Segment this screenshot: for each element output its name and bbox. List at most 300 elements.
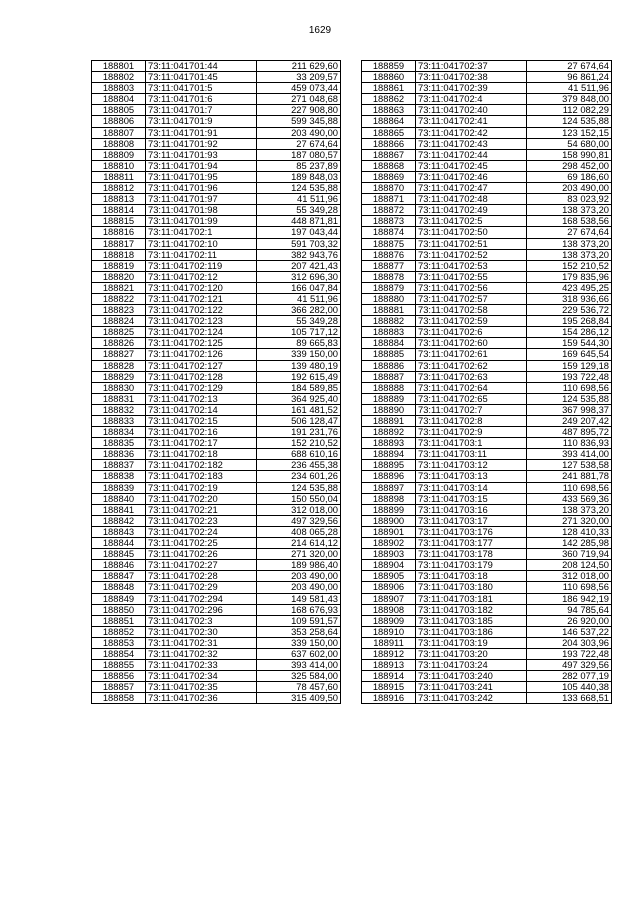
cadastral-number-cell: 73:11:041702:27 xyxy=(146,560,257,571)
value-cell: 312 018,00 xyxy=(257,504,341,515)
record-number-cell: 188851 xyxy=(92,615,146,626)
value-cell: 282 077,19 xyxy=(527,671,612,682)
record-number-cell: 188815 xyxy=(92,216,146,227)
cadastral-number-cell: 73:11:041702:7 xyxy=(416,404,527,415)
value-cell: 315 409,50 xyxy=(257,693,341,704)
cadastral-number-cell: 73:11:041702:21 xyxy=(146,504,257,515)
cadastral-number-cell: 73:11:041702:16 xyxy=(146,427,257,438)
record-number-cell: 188857 xyxy=(92,682,146,693)
value-cell: 408 065,28 xyxy=(257,526,341,537)
table-row xyxy=(362,515,612,526)
cadastral-number-cell: 73:11:041702:14 xyxy=(146,404,257,415)
cadastral-number-cell: 73:11:041702:65 xyxy=(416,393,527,404)
record-number-cell: 188893 xyxy=(362,438,416,449)
table-row xyxy=(92,249,341,260)
value-cell: 187 080,57 xyxy=(257,149,341,160)
table-row xyxy=(362,582,612,593)
cadastral-number-cell: 73:11:041703:24 xyxy=(416,660,527,671)
value-cell: 203 490,00 xyxy=(257,582,341,593)
table-row xyxy=(362,538,612,549)
cadastral-number-cell: 73:11:041702:57 xyxy=(416,293,527,304)
value-cell: 83 023,92 xyxy=(527,194,612,205)
record-number-cell: 188887 xyxy=(362,371,416,382)
record-number-cell: 188806 xyxy=(92,116,146,127)
table-row xyxy=(92,205,341,216)
record-number-cell: 188830 xyxy=(92,382,146,393)
cadastral-number-cell: 73:11:041702:50 xyxy=(416,227,527,238)
record-number-cell: 188834 xyxy=(92,427,146,438)
record-number-cell: 188833 xyxy=(92,416,146,427)
value-cell: 94 785,64 xyxy=(527,604,612,615)
value-cell: 227 908,80 xyxy=(257,105,341,116)
cadastral-number-cell: 73:11:041702:296 xyxy=(146,604,257,615)
cadastral-number-cell: 73:11:041702:55 xyxy=(416,271,527,282)
record-number-cell: 188804 xyxy=(92,94,146,105)
cadastral-number-cell: 73:11:041703:176 xyxy=(416,526,527,537)
record-number-cell: 188836 xyxy=(92,449,146,460)
table-row xyxy=(362,271,612,282)
cadastral-number-cell: 73:11:041703:20 xyxy=(416,648,527,659)
table-row xyxy=(92,338,341,349)
cadastral-number-cell: 73:11:041702:48 xyxy=(416,194,527,205)
table-row xyxy=(92,593,341,604)
value-cell: 353 258,64 xyxy=(257,626,341,637)
cadastral-number-cell: 73:11:041703:14 xyxy=(416,482,527,493)
table-row xyxy=(92,660,341,671)
record-number-cell: 188904 xyxy=(362,560,416,571)
cadastral-number-cell: 73:11:041702:183 xyxy=(146,471,257,482)
cadastral-number-cell: 73:11:041702:20 xyxy=(146,493,257,504)
table-row xyxy=(92,94,341,105)
cadastral-number-cell: 73:11:041701:6 xyxy=(146,94,257,105)
table-row xyxy=(362,648,612,659)
cadastral-number-cell: 73:11:041702:63 xyxy=(416,371,527,382)
table-row xyxy=(92,216,341,227)
value-cell: 146 537,22 xyxy=(527,626,612,637)
record-number-cell: 188826 xyxy=(92,338,146,349)
value-cell: 54 680,00 xyxy=(527,138,612,149)
cadastral-number-cell: 73:11:041701:94 xyxy=(146,160,257,171)
cadastral-number-cell: 73:11:041702:9 xyxy=(416,427,527,438)
record-number-cell: 188838 xyxy=(92,471,146,482)
value-cell: 487 895,72 xyxy=(527,427,612,438)
cadastral-number-cell: 73:11:041703:15 xyxy=(416,493,527,504)
value-cell: 271 320,00 xyxy=(257,549,341,560)
record-number-cell: 188907 xyxy=(362,593,416,604)
value-cell: 325 584,00 xyxy=(257,671,341,682)
table-row xyxy=(362,438,612,449)
table-row xyxy=(362,504,612,515)
value-cell: 159 129,18 xyxy=(527,360,612,371)
cadastral-number-cell: 73:11:041701:45 xyxy=(146,72,257,83)
table-row xyxy=(362,149,612,160)
table-row xyxy=(92,349,341,360)
value-cell: 360 719,94 xyxy=(527,549,612,560)
value-cell: 367 998,37 xyxy=(527,404,612,415)
table-row xyxy=(92,438,341,449)
value-cell: 109 591,57 xyxy=(257,615,341,626)
value-cell: 110 698,56 xyxy=(527,482,612,493)
cadastral-number-cell: 73:11:041702:59 xyxy=(416,316,527,327)
value-cell: 124 535,88 xyxy=(257,482,341,493)
value-cell: 168 538,56 xyxy=(527,216,612,227)
record-number-cell: 188866 xyxy=(362,138,416,149)
cadastral-number-cell: 73:11:041703:18 xyxy=(416,571,527,582)
table-row xyxy=(92,194,341,205)
value-cell: 159 544,30 xyxy=(527,338,612,349)
cadastral-number-cell: 73:11:041702:46 xyxy=(416,171,527,182)
value-cell: 249 207,42 xyxy=(527,416,612,427)
table-row xyxy=(362,138,612,149)
record-number-cell: 188817 xyxy=(92,238,146,249)
table-row xyxy=(92,138,341,149)
cadastral-number-cell: 73:11:041702:125 xyxy=(146,338,257,349)
table-row xyxy=(92,360,341,371)
value-cell: 393 414,00 xyxy=(257,660,341,671)
record-number-cell: 188849 xyxy=(92,593,146,604)
cadastral-number-cell: 73:11:041702:124 xyxy=(146,327,257,338)
record-number-cell: 188810 xyxy=(92,160,146,171)
cadastral-number-cell: 73:11:041703:179 xyxy=(416,560,527,571)
record-number-cell: 188895 xyxy=(362,460,416,471)
value-cell: 208 124,50 xyxy=(527,560,612,571)
table-row xyxy=(92,682,341,693)
cadastral-number-cell: 73:11:041703:241 xyxy=(416,682,527,693)
record-number-cell: 188818 xyxy=(92,249,146,260)
table-row xyxy=(362,105,612,116)
record-number-cell: 188845 xyxy=(92,549,146,560)
record-number-cell: 188911 xyxy=(362,637,416,648)
record-number-cell: 188808 xyxy=(92,138,146,149)
table-row xyxy=(362,293,612,304)
value-cell: 168 676,93 xyxy=(257,604,341,615)
table-row xyxy=(92,327,341,338)
record-number-cell: 188835 xyxy=(92,438,146,449)
table-row xyxy=(92,615,341,626)
value-cell: 110 836,93 xyxy=(527,438,612,449)
value-cell: 150 550,04 xyxy=(257,493,341,504)
value-cell: 211 629,60 xyxy=(257,61,341,72)
cadastral-number-cell: 73:11:041702:39 xyxy=(416,83,527,94)
record-number-cell: 188805 xyxy=(92,105,146,116)
cadastral-number-cell: 73:11:041703:185 xyxy=(416,615,527,626)
table-row xyxy=(362,171,612,182)
table-row xyxy=(362,460,612,471)
table-row xyxy=(362,593,612,604)
value-cell: 149 581,43 xyxy=(257,593,341,604)
cadastral-number-cell: 73:11:041702:51 xyxy=(416,238,527,249)
value-cell: 203 490,00 xyxy=(527,183,612,194)
table-row xyxy=(362,393,612,404)
record-number-cell: 188811 xyxy=(92,171,146,182)
record-number-cell: 188874 xyxy=(362,227,416,238)
table-row xyxy=(92,149,341,160)
value-cell: 152 210,52 xyxy=(257,438,341,449)
table-row xyxy=(362,482,612,493)
record-number-cell: 188801 xyxy=(92,61,146,72)
value-cell: 298 452,00 xyxy=(527,160,612,171)
record-number-cell: 188867 xyxy=(362,149,416,160)
value-cell: 41 511,96 xyxy=(257,293,341,304)
cadastral-number-cell: 73:11:041702:56 xyxy=(416,282,527,293)
value-cell: 55 349,28 xyxy=(257,205,341,216)
record-number-cell: 188870 xyxy=(362,183,416,194)
cadastral-number-cell: 73:11:041702:129 xyxy=(146,382,257,393)
value-cell: 236 455,38 xyxy=(257,460,341,471)
cadastral-number-cell: 73:11:041703:182 xyxy=(416,604,527,615)
cadastral-number-cell: 73:11:041703:1 xyxy=(416,438,527,449)
cadastral-number-cell: 73:11:041703:181 xyxy=(416,593,527,604)
table-row xyxy=(362,194,612,205)
table-row xyxy=(362,305,612,316)
table-row xyxy=(362,94,612,105)
record-number-cell: 188862 xyxy=(362,94,416,105)
table-row xyxy=(92,293,341,304)
value-cell: 112 082,29 xyxy=(527,105,612,116)
table-row xyxy=(362,571,612,582)
record-number-cell: 188886 xyxy=(362,360,416,371)
record-number-cell: 188823 xyxy=(92,305,146,316)
register-table-left xyxy=(91,60,341,704)
cadastral-number-cell: 73:11:041702:15 xyxy=(146,416,257,427)
value-cell: 312 018,00 xyxy=(527,571,612,582)
record-number-cell: 188837 xyxy=(92,460,146,471)
table-row xyxy=(362,327,612,338)
table-row xyxy=(92,227,341,238)
value-cell: 191 231,76 xyxy=(257,427,341,438)
value-cell: 152 210,52 xyxy=(527,260,612,271)
cadastral-number-cell: 73:11:041702:4 xyxy=(416,94,527,105)
value-cell: 339 150,00 xyxy=(257,349,341,360)
value-cell: 27 674,64 xyxy=(257,138,341,149)
value-cell: 124 535,88 xyxy=(527,393,612,404)
cadastral-number-cell: 73:11:041703:180 xyxy=(416,582,527,593)
table-row xyxy=(92,504,341,515)
record-number-cell: 188842 xyxy=(92,515,146,526)
record-number-cell: 188844 xyxy=(92,538,146,549)
cadastral-number-cell: 73:11:041702:123 xyxy=(146,316,257,327)
page-number: 1629 xyxy=(308,25,332,36)
value-cell: 33 209,57 xyxy=(257,72,341,83)
record-number-cell: 188828 xyxy=(92,360,146,371)
cadastral-number-cell: 73:11:041702:12 xyxy=(146,271,257,282)
record-number-cell: 188839 xyxy=(92,482,146,493)
record-number-cell: 188803 xyxy=(92,83,146,94)
value-cell: 599 345,88 xyxy=(257,116,341,127)
table-row xyxy=(92,61,341,72)
cadastral-number-cell: 73:11:041701:98 xyxy=(146,205,257,216)
value-cell: 364 925,40 xyxy=(257,393,341,404)
value-cell: 506 128,47 xyxy=(257,416,341,427)
record-number-cell: 188906 xyxy=(362,582,416,593)
value-cell: 189 986,40 xyxy=(257,560,341,571)
value-cell: 433 569,36 xyxy=(527,493,612,504)
cadastral-number-cell: 73:11:041703:178 xyxy=(416,549,527,560)
value-cell: 203 490,00 xyxy=(257,571,341,582)
cadastral-number-cell: 73:11:041702:122 xyxy=(146,305,257,316)
cadastral-number-cell: 73:11:041702:52 xyxy=(416,249,527,260)
record-number-cell: 188900 xyxy=(362,515,416,526)
table-row xyxy=(92,72,341,83)
cadastral-number-cell: 73:11:041702:120 xyxy=(146,282,257,293)
table-row xyxy=(362,371,612,382)
value-cell: 637 602,00 xyxy=(257,648,341,659)
cadastral-number-cell: 73:11:041702:29 xyxy=(146,582,257,593)
cadastral-number-cell: 73:11:041702:28 xyxy=(146,571,257,582)
table-row xyxy=(92,637,341,648)
table-row xyxy=(362,349,612,360)
table-row xyxy=(92,183,341,194)
table-row xyxy=(362,549,612,560)
table-row xyxy=(362,227,612,238)
cadastral-number-cell: 73:11:041702:47 xyxy=(416,183,527,194)
table-row xyxy=(92,582,341,593)
table-row xyxy=(362,493,612,504)
record-number-cell: 188859 xyxy=(362,61,416,72)
table-row xyxy=(362,83,612,94)
cadastral-number-cell: 73:11:041702:17 xyxy=(146,438,257,449)
record-number-cell: 188905 xyxy=(362,571,416,582)
value-cell: 133 668,51 xyxy=(527,693,612,704)
cadastral-number-cell: 73:11:041702:41 xyxy=(416,116,527,127)
record-number-cell: 188809 xyxy=(92,149,146,160)
value-cell: 41 511,96 xyxy=(527,83,612,94)
cadastral-number-cell: 73:11:041702:18 xyxy=(146,449,257,460)
cadastral-number-cell: 73:11:041702:32 xyxy=(146,648,257,659)
record-number-cell: 188814 xyxy=(92,205,146,216)
record-number-cell: 188824 xyxy=(92,316,146,327)
record-number-cell: 188841 xyxy=(92,504,146,515)
record-number-cell: 188856 xyxy=(92,671,146,682)
table-row xyxy=(92,449,341,460)
cadastral-number-cell: 73:11:041701:99 xyxy=(146,216,257,227)
value-cell: 123 152,15 xyxy=(527,127,612,138)
cadastral-number-cell: 73:11:041702:25 xyxy=(146,538,257,549)
value-cell: 138 373,20 xyxy=(527,205,612,216)
table-row xyxy=(92,316,341,327)
record-number-cell: 188892 xyxy=(362,427,416,438)
table-row xyxy=(362,360,612,371)
value-cell: 379 848,00 xyxy=(527,94,612,105)
record-number-cell: 188831 xyxy=(92,393,146,404)
record-number-cell: 188885 xyxy=(362,349,416,360)
record-number-cell: 188910 xyxy=(362,626,416,637)
cadastral-number-cell: 73:11:041702:43 xyxy=(416,138,527,149)
cadastral-number-cell: 73:11:041702:121 xyxy=(146,293,257,304)
table-row xyxy=(92,393,341,404)
table-row xyxy=(362,205,612,216)
record-number-cell: 188847 xyxy=(92,571,146,582)
table-row xyxy=(362,72,612,83)
record-number-cell: 188896 xyxy=(362,471,416,482)
table-row xyxy=(362,427,612,438)
table-row xyxy=(362,338,612,349)
cadastral-number-cell: 73:11:041702:31 xyxy=(146,637,257,648)
value-cell: 96 861,24 xyxy=(527,72,612,83)
record-number-cell: 188855 xyxy=(92,660,146,671)
record-number-cell: 188812 xyxy=(92,183,146,194)
cadastral-number-cell: 73:11:041702:182 xyxy=(146,460,257,471)
table-row xyxy=(92,404,341,415)
cadastral-number-cell: 73:11:041703:186 xyxy=(416,626,527,637)
value-cell: 591 703,32 xyxy=(257,238,341,249)
cadastral-number-cell: 73:11:041702:42 xyxy=(416,127,527,138)
value-cell: 184 589,85 xyxy=(257,382,341,393)
cadastral-number-cell: 73:11:041703:13 xyxy=(416,471,527,482)
cadastral-number-cell: 73:11:041703:17 xyxy=(416,515,527,526)
value-cell: 271 320,00 xyxy=(527,515,612,526)
record-number-cell: 188865 xyxy=(362,127,416,138)
value-cell: 85 237,89 xyxy=(257,160,341,171)
cadastral-number-cell: 73:11:041702:33 xyxy=(146,660,257,671)
record-number-cell: 188840 xyxy=(92,493,146,504)
cadastral-number-cell: 73:11:041702:10 xyxy=(146,238,257,249)
value-cell: 497 329,56 xyxy=(527,660,612,671)
table-row xyxy=(362,604,612,615)
table-row xyxy=(92,671,341,682)
table-row xyxy=(362,637,612,648)
value-cell: 142 285,98 xyxy=(527,538,612,549)
cadastral-number-cell: 73:11:041703:11 xyxy=(416,449,527,460)
cadastral-number-cell: 73:11:041702:127 xyxy=(146,360,257,371)
value-cell: 55 349,28 xyxy=(257,316,341,327)
cadastral-number-cell: 73:11:041702:36 xyxy=(146,693,257,704)
record-number-cell: 188899 xyxy=(362,504,416,515)
table-row xyxy=(92,271,341,282)
record-number-cell: 188852 xyxy=(92,626,146,637)
table-row xyxy=(92,526,341,537)
value-cell: 127 538,58 xyxy=(527,460,612,471)
record-number-cell: 188883 xyxy=(362,327,416,338)
cadastral-number-cell: 73:11:041702:45 xyxy=(416,160,527,171)
value-cell: 27 674,64 xyxy=(527,61,612,72)
table-row xyxy=(92,604,341,615)
table-row xyxy=(92,371,341,382)
cadastral-number-cell: 73:11:041702:37 xyxy=(416,61,527,72)
cadastral-number-cell: 73:11:041702:23 xyxy=(146,515,257,526)
cadastral-number-cell: 73:11:041701:44 xyxy=(146,61,257,72)
cadastral-number-cell: 73:11:041703:12 xyxy=(416,460,527,471)
record-number-cell: 188819 xyxy=(92,260,146,271)
value-cell: 41 511,96 xyxy=(257,194,341,205)
cadastral-number-cell: 73:11:041702:60 xyxy=(416,338,527,349)
record-number-cell: 188901 xyxy=(362,526,416,537)
table-row xyxy=(92,305,341,316)
table-row xyxy=(362,526,612,537)
cadastral-number-cell: 73:11:041702:5 xyxy=(416,216,527,227)
cadastral-number-cell: 73:11:041702:61 xyxy=(416,349,527,360)
table-row xyxy=(362,449,612,460)
record-number-cell: 188881 xyxy=(362,305,416,316)
value-cell: 229 536,72 xyxy=(527,305,612,316)
value-cell: 169 645,54 xyxy=(527,349,612,360)
record-number-cell: 188861 xyxy=(362,83,416,94)
value-cell: 193 722,48 xyxy=(527,371,612,382)
cadastral-number-cell: 73:11:041702:3 xyxy=(146,615,257,626)
cadastral-number-cell: 73:11:041703:242 xyxy=(416,693,527,704)
table-row xyxy=(92,260,341,271)
record-number-cell: 188884 xyxy=(362,338,416,349)
table-row xyxy=(362,660,612,671)
record-number-cell: 188876 xyxy=(362,249,416,260)
table-row xyxy=(92,471,341,482)
cadastral-number-cell: 73:11:041701:92 xyxy=(146,138,257,149)
record-number-cell: 188875 xyxy=(362,238,416,249)
table-row xyxy=(92,171,341,182)
table-row xyxy=(92,83,341,94)
record-number-cell: 188813 xyxy=(92,194,146,205)
value-cell: 105 440,38 xyxy=(527,682,612,693)
